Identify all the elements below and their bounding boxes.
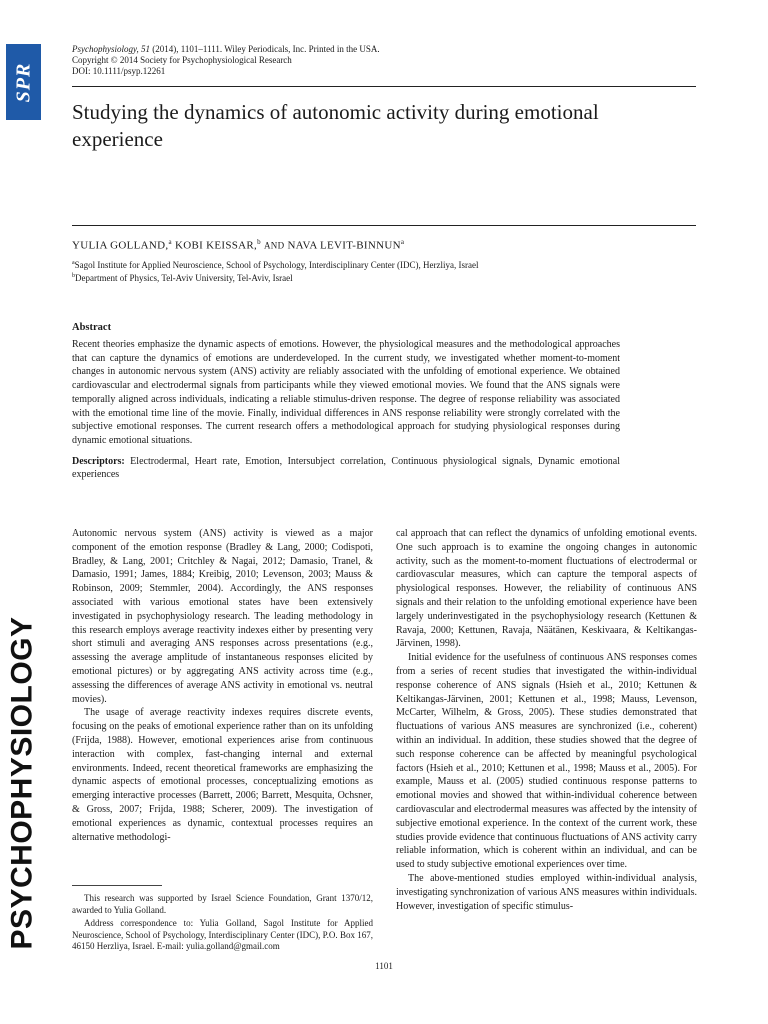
author-1: YULIA GOLLAND,	[72, 239, 169, 252]
funding-footnote: This research was supported by Israel Science Foundation, Grant 1370/12, awarded to Yulia Golland.	[72, 893, 373, 915]
body-paragraph: Initial evidence for the usefulness of continuous ANS responses comes from a series of recent studies that investigated the within-individual response coherence of ANS signals (Hsieh et al., 2010; Kettunen & Keltikangas-Järvinen, 2001; Kettunen et al., 1998; Mauss, Levenson, McCarter, Wilhelm, & Gross, 2005). These studies demonstrated that fluctuations of various ANS measures are synchronized (i.e., coherent) within an individual. In addition, these studies showed that the degree of such response coherence can be affected by meaningful psychological factors (Hsieh et al., 2010; Kettunen et al., 1998; Mauss et al., 2005). For example, Mauss et al. (2005) studied continuous response patterns to emotional movies and showed that within-individual coherence between cardiovascular and electrodermal measures was affected by the intensity of subjective emotional experience. In the context of the current work, these studies provide evidence that continuous fluctuations of ANS activity carry reliable information, which is coherent within an individual, and can be used to study subjective emotional experiences over time.	[396, 652, 697, 871]
title-rule	[72, 225, 696, 226]
descriptors-label: Descriptors:	[72, 455, 125, 467]
body-paragraph: Autonomic nervous system (ANS) activity is viewed as a major component of the emotion response (Bradley & Lang, 2000; Codispoti, Bradley, & Lang, 2001; Critchley & Nagai, 2012; Damasio, Tranel, & Damasio, 1991; James, 1884; Kreibig, 2010; Levenson, 2003; Mauss & Robinson, 2009; Stemmler, 2004). Accordingly, the ANS responses associated with various emotional states have been extensively investigated in psychophysiology research. The leading methodology in this research employs average reactivity indexes either by presenting very short stimuli and averaging ANS responses across presentations (e.g., assessing the average amplitude of instantaneous responses elicited by emotional pictures) or by aggregating ANS activity across time (e.g., assessing the differences of average ANS activity in emotional vs. neutral movies).	[72, 528, 373, 705]
author-conjunction: AND	[263, 240, 285, 251]
body-paragraph: The above-mentioned studies employed within-individual analysis, investigating synchronization of various ANS measures within individuals. However, investigation of specific stimulus-	[396, 872, 697, 912]
author-list	[72, 238, 404, 252]
citation-details: (2014), 1101–1111. Wiley Periodicals, Inc. Printed in the USA.	[150, 44, 380, 54]
citation-header	[72, 44, 380, 77]
author-1-affil: a	[168, 238, 172, 246]
body-paragraph: cal approach that can reflect the dynamics of unfolding emotional events. One such approach is to examine the ongoing changes in autonomic activity, such as the moment-to-moment fluctuations of electrodermal or cardiovascular measures, which can capture the temporal aspects of physiological responses. However, the reliability of continuous ANS signals and their relation to the unfolding emotional experience have been largely underinvestigated in the psychophysiology research (Kettunen & Ravaja, 2000; Kettunen, Ravaja, Näätänen, Keskivaara, & Keltikangas-Järvinen, 1998).	[396, 528, 697, 650]
descriptors-text: Electrodermal, Heart rate, Emotion, Intersubject correlation, Continuous physiological signals, Dynamic emotional experiences	[72, 455, 620, 481]
abstract-text: Recent theories emphasize the dynamic aspects of emotions. However, the physiological measures and the methodological approaches that can capture the dynamics of emotions are underdeveloped. In the current study, we investigated whether moment-to-moment changes in autonomic nervous system (ANS) activity are reliably associated with the unfolding of emotional experience. We obtained cardiovascular and electrodermal signals from participants while they viewed emotional movies. We found that the ANS signals were temporally aligned across individuals, indicating a reliable stimulus-driven response. The degree of response reliability was associated with the emotional time line of the movie. Finally, individual differences in ANS response reliability were strongly correlated with the subjective emotional responses. The current research offers a methodological approach for studying physiological responses during dynamic emotional situations.	[72, 339, 620, 446]
correspondence-footnote: Address correspondence to: Yulia Golland, Sagol Institute for Applied Neuroscience, School of Psychology, Interdisciplinary Center (IDC), P.O. Box 167, 46150 Herzliya, Israel. E-mail: yulia.golland@gmail.com	[72, 918, 373, 952]
journal-side-banner	[0, 598, 46, 968]
society-logo-text: SPR	[12, 62, 34, 102]
author-2-affil: b	[257, 238, 261, 246]
affiliation-a-marker: a	[72, 260, 75, 266]
body-paragraph: The usage of average reactivity indexes requires discrete events, focusing on the peaks of emotional experience rather than on its unfolding (Frijda, 1988). However, emotional experiences arise from continuous interaction with complex, fast-changing internal and external environments. Indeed, recent theoretical frameworks are emphasizing the dynamic aspects of emotional processes, conceptualizing emotions as emerging interactive processes (Barrett, 2006; Barrett, Mesquita, Ochsner, & Gross, 2007; Frijda, 1988; Scherer, 2009). The investigation of emotional experiences as dynamic, contextual processes requires an alternative methodologi-	[72, 707, 373, 843]
doi-line: DOI: 10.1111/psyp.12261	[72, 66, 166, 76]
footnote-rule	[72, 885, 162, 886]
copyright-line: Copyright © 2014 Society for Psychophysiological Research	[72, 55, 292, 65]
page-number: 1101	[375, 961, 393, 971]
abstract-heading: Abstract	[72, 322, 112, 333]
citation-line-1	[72, 44, 380, 55]
affiliation-b-text: Department of Physics, Tel-Aviv University, Tel-Aviv, Israel	[75, 273, 293, 283]
author-2: KOBI KEISSAR,	[174, 239, 258, 252]
affiliation-a	[72, 258, 478, 271]
body-column-left	[72, 527, 373, 844]
footnotes	[72, 893, 373, 955]
body-column-right	[396, 527, 697, 913]
society-logo	[6, 44, 41, 120]
header-rule	[72, 86, 696, 87]
journal-volume: Psychophysiology, 51	[72, 44, 150, 54]
journal-side-name: PSYCHOPHYSIOLOGY	[6, 616, 40, 950]
affiliations	[72, 258, 478, 284]
abstract-section	[72, 322, 620, 482]
affiliation-b-marker: b	[72, 273, 75, 279]
author-3: NAVA LEVIT-BINNUN	[287, 239, 401, 252]
author-3-affil: a	[400, 238, 405, 246]
affiliation-b	[72, 271, 478, 284]
article-title: Studying the dynamics of autonomic activity during emotional experience	[72, 100, 599, 151]
descriptors	[72, 455, 620, 482]
affiliation-a-text: Sagol Institute for Applied Neuroscience, School of Psychology, Interdisciplinary Center (IDC), Herzliya, Israel	[74, 260, 479, 270]
